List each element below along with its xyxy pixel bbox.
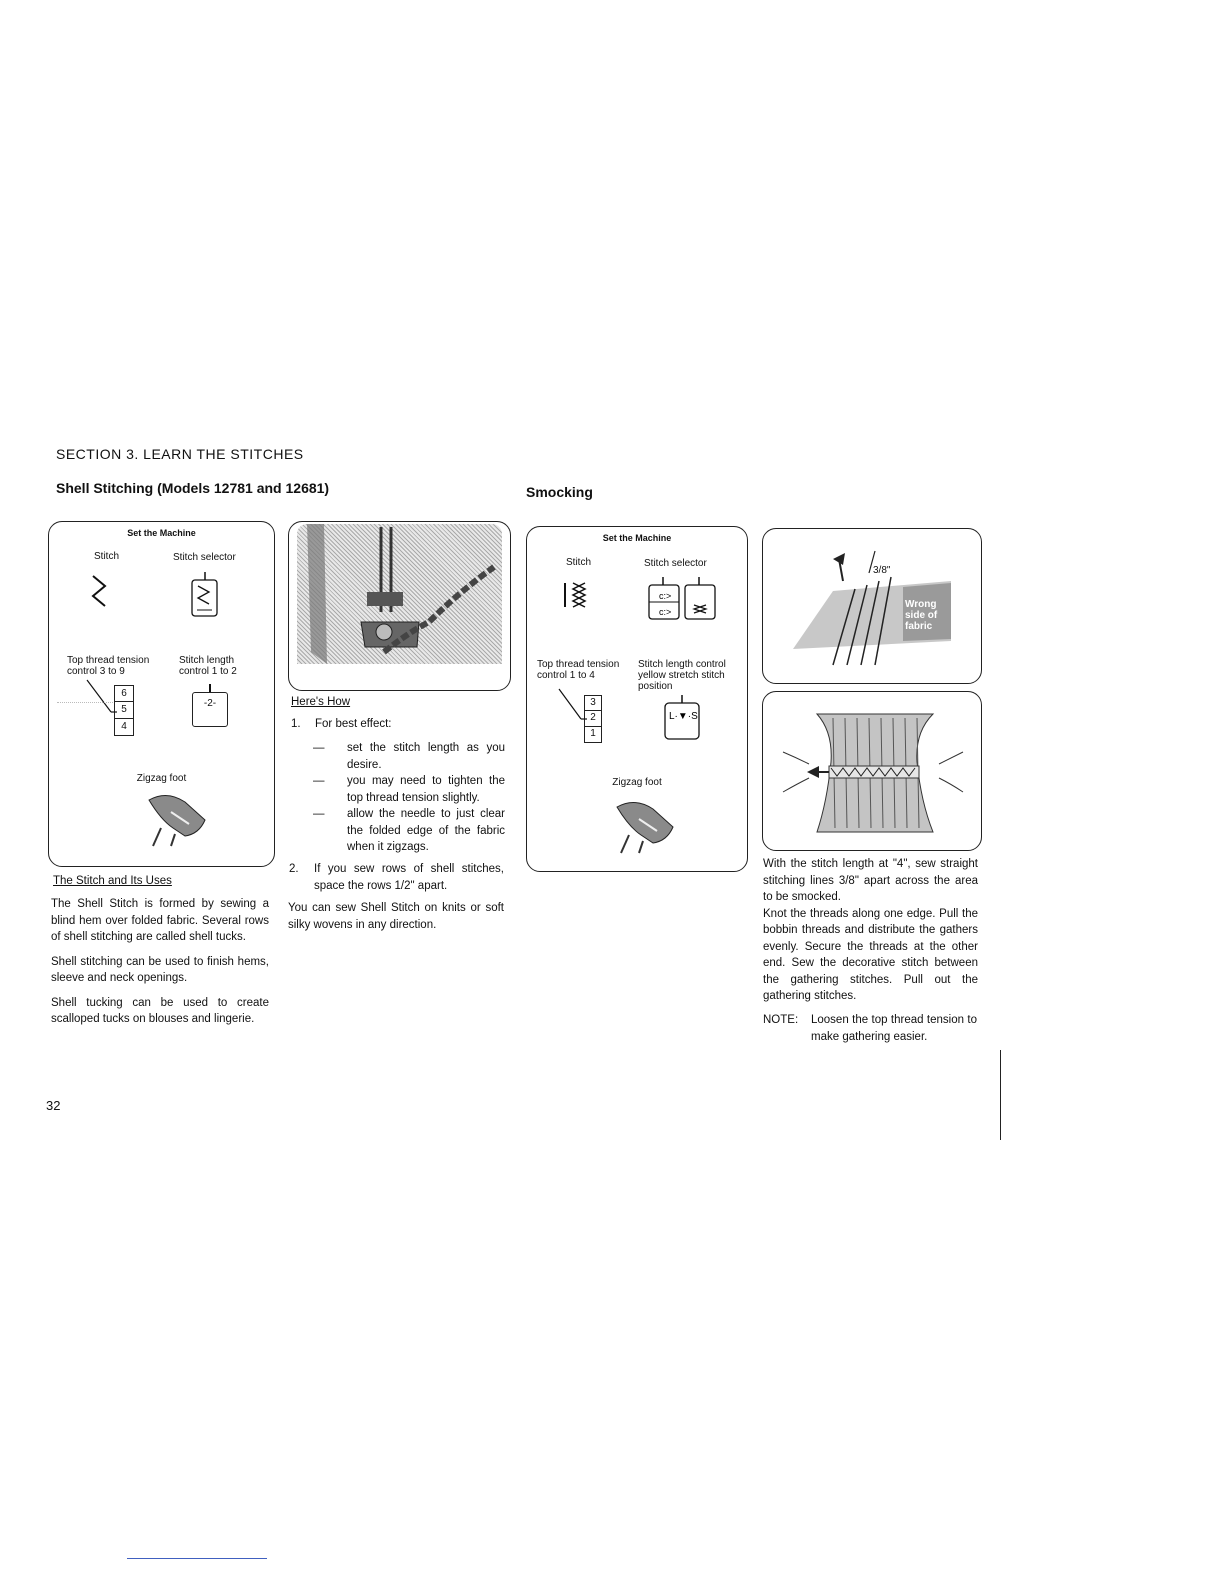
uses-paragraph: The Shell Stitch is formed by sewing a blind hem over folded fabric. Several rows of shell stitching are called shell tucks. bbox=[51, 898, 269, 943]
smocking-length-label-1: Stitch length control bbox=[638, 659, 726, 670]
dotted-guide bbox=[57, 702, 113, 703]
note-label: NOTE: bbox=[763, 1014, 799, 1026]
shell-foot-label: Zigzag foot bbox=[136, 773, 187, 784]
uses-paragraph: Shell tucking can be used to create scalloped tucks on blouses and lingerie. bbox=[51, 996, 269, 1025]
step2-number: 2. bbox=[289, 863, 299, 875]
smocking-selector-icon bbox=[645, 575, 719, 621]
smocking-length-label-2: yellow stretch stitch bbox=[638, 670, 725, 681]
dial-value: 3 bbox=[584, 695, 602, 711]
footer-rule bbox=[127, 1558, 267, 1559]
smocking-set-machine-label: Set the Machine bbox=[602, 533, 672, 543]
smocking-paragraph: Knot the threads along one edge. Pull the bobbin threads and distribute the gathers evenly. Secure the threads at the other end. Sew the decorative stitch between the gathering stitches. Pull out the gathering stitches. bbox=[763, 907, 978, 1002]
pointer-arrow-icon bbox=[85, 678, 119, 718]
svg-text:c:>: c:> bbox=[659, 591, 672, 601]
shell-length-dial bbox=[192, 684, 228, 727]
step1-number: 1. bbox=[291, 718, 301, 730]
shell-set-machine-label: Set the Machine bbox=[127, 528, 196, 538]
note-text: Loosen the top thread tension to make gathering easier. bbox=[811, 1014, 977, 1043]
bullet-item: you may need to tighten the top thread tension slightly. bbox=[347, 775, 505, 804]
dash: — bbox=[313, 742, 325, 754]
caption-line: side of bbox=[905, 610, 938, 621]
svg-text:c:>: c:> bbox=[659, 607, 672, 617]
section-header: SECTION 3. LEARN THE STITCHES bbox=[56, 446, 304, 462]
smocking-figure-finished bbox=[762, 691, 982, 851]
shell-tension-label-1: Top thread tension bbox=[67, 655, 150, 666]
bullet-item: set the stitch length as you desire. bbox=[347, 742, 505, 771]
shell-uses-text bbox=[51, 896, 269, 1036]
shell-length-label-1: Stitch length bbox=[179, 655, 235, 666]
uses-paragraph: Shell stitching can be used to finish hems, sleeve and neck openings. bbox=[51, 955, 269, 984]
smocked-fabric-illustration bbox=[763, 692, 982, 851]
length-dial-value: -2- bbox=[203, 698, 217, 709]
smocking-stitch-icon bbox=[561, 579, 591, 613]
smocking-foot-label: Zigzag foot bbox=[612, 777, 662, 788]
shell-howto-heading: Here's How bbox=[291, 696, 351, 708]
shell-tension-label-2: control 3 to 9 bbox=[67, 666, 125, 677]
shell-title: Shell Stitching (Models 12781 and 12681) bbox=[56, 480, 330, 496]
zigzag-foot-icon bbox=[141, 790, 213, 848]
dial-value: 4 bbox=[114, 719, 134, 736]
shell-selector-icon bbox=[187, 570, 223, 620]
smocking-tension-label-2: control 1 to 4 bbox=[537, 670, 595, 681]
dash: — bbox=[313, 808, 325, 820]
svg-text:L·▼·S: L·▼·S bbox=[669, 711, 698, 722]
dial-value: 5 bbox=[114, 702, 134, 719]
shell-stitch-icon bbox=[89, 574, 111, 610]
smocking-stitch-label: Stitch bbox=[566, 557, 592, 568]
dial-value: 1 bbox=[584, 727, 602, 743]
shell-length-label-2: control 1 to 2 bbox=[179, 666, 237, 677]
margin-rule bbox=[1000, 1050, 1001, 1140]
step1-text: For best effect: bbox=[315, 718, 392, 730]
page-number: 32 bbox=[46, 1098, 61, 1113]
shell-stitch-label: Stitch bbox=[94, 551, 120, 562]
pointer-arrow-icon bbox=[557, 687, 591, 727]
shell-selector-label: Stitch selector bbox=[173, 552, 236, 563]
shell-photo-panel bbox=[288, 521, 511, 691]
caption-line: fabric bbox=[905, 621, 933, 632]
measure-label: 3/8" bbox=[873, 565, 891, 576]
shell-uses-heading: The Stitch and Its Uses bbox=[53, 875, 172, 887]
dash: — bbox=[313, 775, 325, 787]
smocking-instructions bbox=[763, 856, 978, 1011]
zigzag-foot-icon bbox=[609, 797, 681, 855]
smocking-length-label-3: position bbox=[638, 681, 673, 692]
smocking-tension-label-1: Top thread tension bbox=[537, 659, 620, 670]
dial-value: 6 bbox=[114, 685, 134, 702]
yellow-stretch-dial-icon bbox=[663, 693, 703, 743]
smocking-title: Smocking bbox=[526, 484, 593, 500]
dial-value: 2 bbox=[584, 711, 602, 727]
smocking-settings-panel bbox=[526, 526, 748, 872]
bullet-item: allow the needle to just clear the folded edge of the fabric when it zigzags. bbox=[347, 808, 505, 853]
step2-text: If you sew rows of shell stitches, space the rows 1/2" apart. bbox=[314, 863, 504, 892]
shell-settings-panel bbox=[48, 521, 275, 867]
gathering-lines-illustration bbox=[763, 529, 982, 684]
shell-closing-text: You can sew Shell Stitch on knits or soft silky wovens in any direction. bbox=[288, 902, 504, 931]
smocking-selector-label: Stitch selector bbox=[644, 558, 707, 569]
smocking-paragraph: With the stitch length at "4", sew straight stitching lines 3/8" apart across the area to be smocked. bbox=[763, 858, 978, 903]
caption-line: Wrong bbox=[905, 599, 937, 610]
shell-stitch-photo-icon bbox=[289, 522, 511, 691]
smocking-figure-gathering bbox=[762, 528, 982, 684]
wrong-side-caption bbox=[905, 599, 937, 632]
